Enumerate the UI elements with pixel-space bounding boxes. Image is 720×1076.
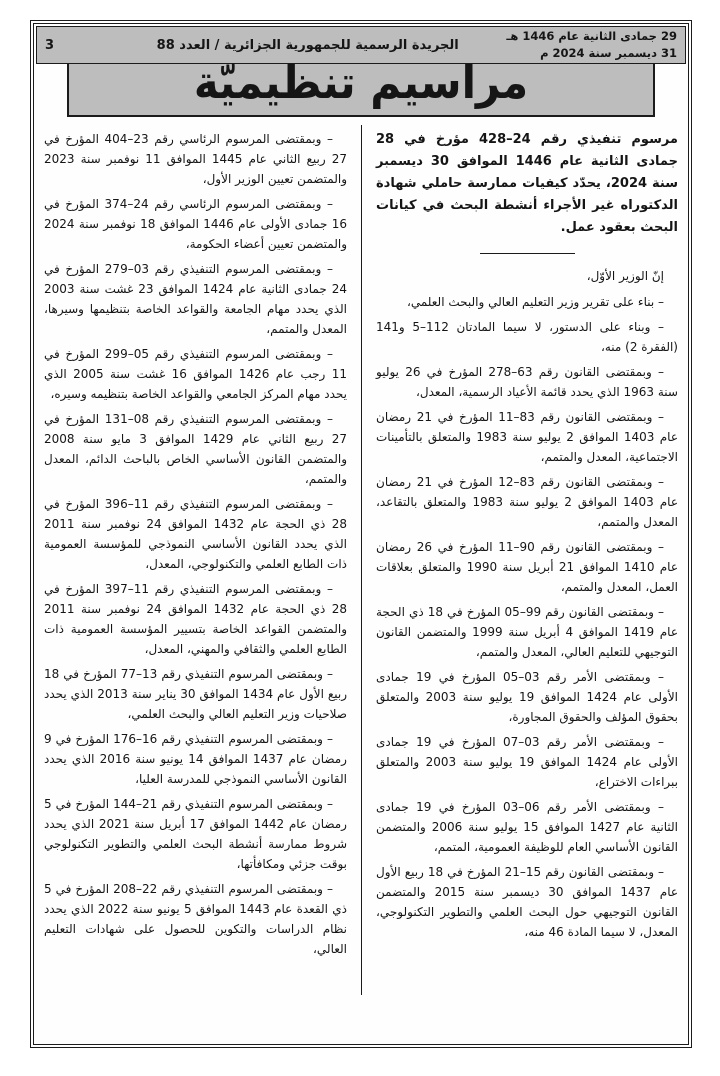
issue-dates: [506, 28, 677, 61]
visa-paragraph: – وبمقتضى المرسوم التنفيذي رقم 11–397 المؤرخ في 28 ذي الحجة عام 1432 الموافق 24 نوفمبر سنة 2011 والمتضمن القواعد الخاصة بتسيير المؤسسة العمومية ذات الطابع العلمي والثقافي والمهني، المعدل،: [44, 582, 348, 656]
visa-paragraph: – وبمقتضى القانون رقم 90–11 المؤرخ في 26 رمضان عام 1410 الموافق 21 أبريل سنة 1990 والمتعلق بعلاقات العمل، المعدل والمتمم،: [376, 540, 678, 594]
visa-paragraph: – وبمقتضى المرسوم التنفيذي رقم 13–77 المؤرخ في 18 ربيع الأول عام 1434 الموافق 30 يناير سنة 2013 الذي يحدد صلاحيات وزير التعليم العالي والبحث العلمي،: [44, 667, 347, 721]
visa-paragraph: – وبمقتضى المرسوم التنفيذي رقم 22–208 المؤرخ في 5 ذي القعدة عام 1443 الموافق 5 يونيو سنة 2022 الذي يحدد نظام الدراسات والتكوين للحصول على شهادات التعليم العالي،: [44, 882, 347, 956]
visa-paragraph: – وبمقتضى المرسوم التنفيذي رقم 11–396 المؤرخ في 28 ذي الحجة عام 1432 الموافق 24 نوفمبر سنة 2011 الذي يحدد القانون الأساسي النموذجي للمؤسسة العمومية ذات الطابع العلمي والتكنولوجي، المعدل،: [44, 497, 348, 571]
page-frame: [33, 23, 689, 1045]
visa-paragraph: – وبمقتضى الأمر رقم 06–03 المؤرخ في 19 جمادى الثانية عام 1427 الموافق 15 يوليو سنة 2006 والمتضمن القانون الأساسي العام للوظيفة العمومية، المتمم،: [376, 800, 678, 854]
decree-heading: مرسوم تنفيذي رقم 24–428 مؤرخ في 28 جمادى الثانية عام 1446 الموافق 30 ديسمبر سنة 2024، يحدّد كيفيات ممارسة حاملي شهادة الدكتوراه غير الأجراء أنشطة البحث في كيانات البحث بعقود عمل.: [376, 132, 678, 235]
page-number: 3: [45, 37, 55, 53]
visa-paragraph: – وبمقتضى الأمر رقم 03–07 المؤرخ في 19 جمادى الأولى عام 1424 الموافق 19 يوليو سنة 2003 والمتعلق ببراءات الاختراع،: [376, 735, 678, 789]
journal-title: الجريدة الرسمية للجمهورية الجزائرية / العدد 88: [156, 37, 459, 53]
visa-paragraph: – وبناء على الدستور، لا سيما المادتان 112–5 و141 (الفقرة 2) منه،: [376, 320, 678, 354]
gregorian-date: 31 ديسمبر سنة 2024 م: [540, 46, 677, 60]
visa-paragraph: – وبمقتضى الأمر رقم 03–05 المؤرخ في 19 جمادى الأولى عام 1424 الموافق 19 يوليو سنة 2003 والمتعلق بحقوق المؤلف والحقوق المجاورة،: [376, 670, 678, 724]
visa-paragraph: – وبمقتضى المرسوم التنفيذي رقم 05–299 المؤرخ في 11 رجب عام 1426 الموافق 16 غشت سنة 2005 الذي يحدد مهام المركز الجامعي والقواعد الخاصة بتنظيمه وسيره،: [44, 347, 348, 401]
visa-paragraph: – بناء على تقرير وزير التعليم العالي والبحث العلمي،: [406, 295, 664, 309]
visa-paragraph: – وبمقتضى القانون رقم 15–21 المؤرخ في 18 ربيع الأول عام 1437 الموافق 30 ديسمبر سنة 2015 والمتضمن القانون التوجيهي حول البحث العلمي والتطوير التكنولوجي، المعدل، لا سيما المادة 46 منه،: [376, 865, 679, 939]
decree-opening: إنّ الوزير الأوّل،: [586, 269, 664, 283]
visa-paragraph: – وبمقتضى المرسوم التنفيذي رقم 16–176 المؤرخ في 9 رمضان عام 1437 الموافق 14 يونيو سنة 2016 الذي يحدد القانون الأساسي النموذجي للمدرسة العليا،: [44, 732, 347, 786]
content-columns: [36, 125, 686, 995]
visa-paragraph: – وبمقتضى المرسوم التنفيذي رقم 21–144 المؤرخ في 5 رمضان عام 1442 الموافق 17 أبريل سنة 2021 الذي يحدد شروط ممارسة أنشطة البحث العلمي والتطوير التكنولوجي بوقت جزئي ومكافأتها،: [44, 797, 347, 871]
separator-rule: [480, 253, 575, 254]
left-column: [36, 125, 361, 995]
visa-paragraph: – وبمقتضى القانون رقم 83–11 المؤرخ في 21 رمضان عام 1403 الموافق 2 يوليو سنة 1983 والمتعلق بالتأمينات الاجتماعية، المعدل والمتمم،: [376, 410, 678, 464]
visa-paragraph: – وبمقتضى المرسوم التنفيذي رقم 03–279 المؤرخ في 24 جمادى الثانية عام 1424 الموافق 23 غشت سنة 2003 الذي يحدد مهام الجامعة والقواعد الخاصة بتنظيمها وسيرها، المعدل والمتمم،: [44, 262, 347, 336]
section-banner-title: مراسيم تنظيميّة: [193, 55, 529, 109]
right-column: [361, 125, 686, 995]
visa-paragraph: – وبمقتضى القانون رقم 99–05 المؤرخ في 18 ذي الحجة عام 1419 الموافق 4 أبريل سنة 1999 والمتضمن القانون التوجيهي للتعليم العالي، المعدل والمتمم،: [376, 605, 678, 659]
visa-list-right: [376, 292, 678, 942]
visa-paragraph: – وبمقتضى القانون رقم 83–12 المؤرخ في 21 رمضان عام 1403 الموافق 2 يوليو سنة 1983 والمتعلق بالتقاعد، المعدل والمتمم،: [376, 475, 678, 529]
visa-paragraph: – وبمقتضى المرسوم الرئاسي رقم 23–404 المؤرخ في 27 ربيع الثاني عام 1445 الموافق 11 نوفمبر سنة 2023 والمتضمن تعيين الوزير الأول،: [44, 132, 347, 186]
hijri-date: 29 جمادى الثانية عام 1446 هـ: [506, 29, 677, 44]
visa-paragraph: – وبمقتضى المرسوم التنفيذي رقم 08–131 المؤرخ في 27 ربيع الثاني عام 1429 الموافق 3 مايو سنة 2008 والمتضمن القانون الأساسي الخاص بالباحث الدائم، المعدل والمتمم،: [44, 412, 347, 486]
visa-paragraph: – وبمقتضى المرسوم الرئاسي رقم 24–374 المؤرخ في 16 جمادى الأولى عام 1446 الموافق 18 نوفمبر سنة 2024 والمتضمن تعيين أعضاء الحكومة،: [44, 197, 347, 251]
visa-list-left: [44, 129, 347, 959]
visa-paragraph: – وبمقتضى القانون رقم 63–278 المؤرخ في 26 يوليو سنة 1963 الذي يحدد قائمة الأعياد الرسمية، المعدل،: [376, 365, 678, 399]
